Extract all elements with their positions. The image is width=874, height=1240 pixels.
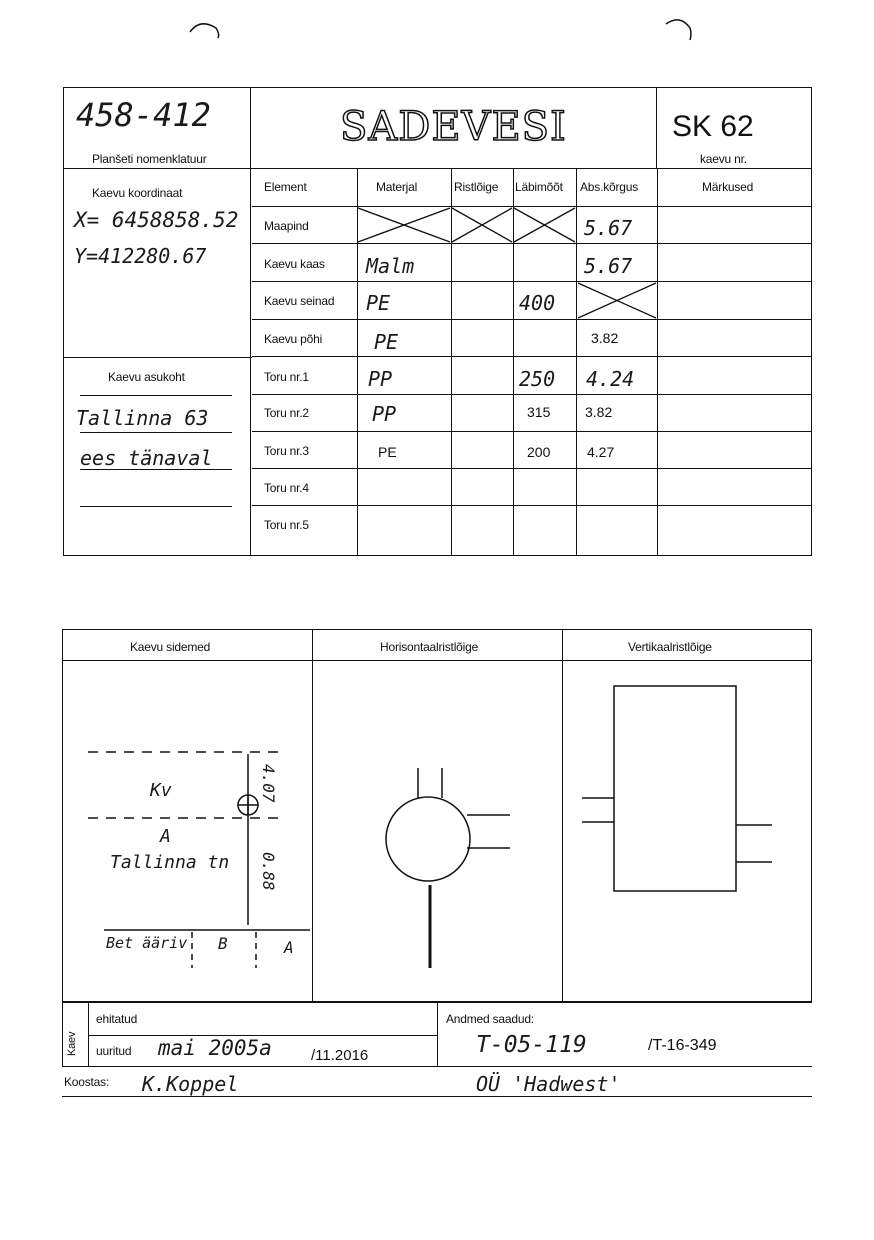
kaev-column-divider: [88, 1001, 89, 1066]
page-title: SADEVESI: [340, 104, 567, 150]
kaev-label: Kaev: [66, 1031, 78, 1056]
data-column-divider: [437, 1001, 438, 1066]
header-material: Materjal: [376, 180, 418, 194]
well-no-label: kaevu nr.: [700, 152, 747, 166]
row-height: 4.27: [587, 444, 615, 460]
surveyed-update: /11.2016: [311, 1047, 369, 1064]
row-height: 4.24: [586, 367, 635, 391]
surveyed-value: mai 2005a: [158, 1036, 272, 1060]
data-update: /T-16-349: [648, 1037, 717, 1054]
header-notes: Märkused: [702, 180, 754, 194]
horizontal-section-sketch: [386, 768, 510, 968]
row-element: Maapind: [264, 219, 309, 233]
well-code: SK 62: [672, 110, 754, 143]
row-element: Kaevu kaas: [264, 257, 325, 271]
data-label: Andmed saadud:: [446, 1012, 534, 1026]
nomenclature-value: 458-412: [76, 96, 211, 134]
row-diameter: 250: [519, 367, 556, 391]
horizontal-section-label: Horisontaalristlõige: [380, 640, 479, 654]
coordinates-label: Kaevu koordinaat: [92, 186, 183, 200]
row-height: 5.67: [584, 216, 633, 240]
row-height: 3.82: [585, 404, 613, 420]
coordinate-y: Y=412280.67: [74, 244, 207, 268]
row-element: Toru nr.5: [264, 518, 309, 532]
footer-left-edge: [62, 1001, 63, 1066]
header-element: Element: [264, 180, 307, 194]
ties-kv: Kv: [150, 780, 172, 801]
location-label: Kaevu asukoht: [108, 370, 185, 384]
location-line-1: Tallinna 63: [76, 406, 209, 430]
row-height: 3.82: [591, 330, 619, 346]
row-material: PE: [366, 291, 391, 315]
row-element: Toru nr.4: [264, 481, 309, 495]
row-element: Toru nr.3: [264, 444, 309, 458]
location-line-2: ees tänaval: [80, 446, 213, 470]
row-element: Kaevu põhi: [264, 332, 323, 346]
row-material: PE: [374, 330, 399, 354]
row-height: 5.67: [584, 254, 633, 278]
row-element: Toru nr.1: [264, 370, 309, 384]
ties-dim-bottom: 0.88: [259, 852, 278, 891]
row-material: PE: [378, 444, 397, 460]
ties-label: Kaevu sidemed: [130, 640, 211, 654]
ties-street: Tallinna tn: [110, 852, 230, 873]
compiled-label: Koostas:: [64, 1075, 110, 1089]
row-diameter: 315: [527, 404, 551, 420]
footer-bottom-line: [62, 1096, 812, 1097]
ties-b: B: [218, 934, 228, 953]
header-diameter: Läbimõõt: [515, 180, 563, 194]
row-material: Malm: [366, 254, 415, 278]
ties-dim-top: 4.07: [259, 764, 278, 803]
row-material: PP: [368, 367, 393, 391]
header-cross-section: Ristlõige: [454, 180, 499, 194]
row-diameter: 400: [519, 291, 556, 315]
footer-middle-line: [62, 1066, 812, 1067]
company-name: OÜ 'Hadwest': [476, 1072, 621, 1096]
vertical-section-label: Vertikaalristlõige: [628, 640, 712, 654]
compiled-value: K.Koppel: [142, 1072, 239, 1096]
row-material: PP: [372, 402, 397, 426]
built-label: ehitatud: [96, 1012, 138, 1026]
ties-a-bottom: A: [284, 938, 294, 957]
nomenclature-label: Planšeti nomenklatuur: [92, 152, 207, 166]
data-value: T-05-119: [476, 1032, 587, 1058]
row-element: Kaevu seinad: [264, 294, 335, 308]
row-element: Toru nr.2: [264, 406, 309, 420]
row-diameter: 200: [527, 444, 551, 460]
surveyed-label: uuritud: [96, 1044, 132, 1058]
ties-a-top: A: [160, 826, 171, 847]
ties-curb: Bet ääriv: [106, 934, 188, 952]
coordinate-x: X= 6458858.52: [74, 208, 239, 232]
header-abs-height: Abs.kõrgus: [580, 180, 639, 194]
vertical-section-sketch: [582, 686, 772, 891]
